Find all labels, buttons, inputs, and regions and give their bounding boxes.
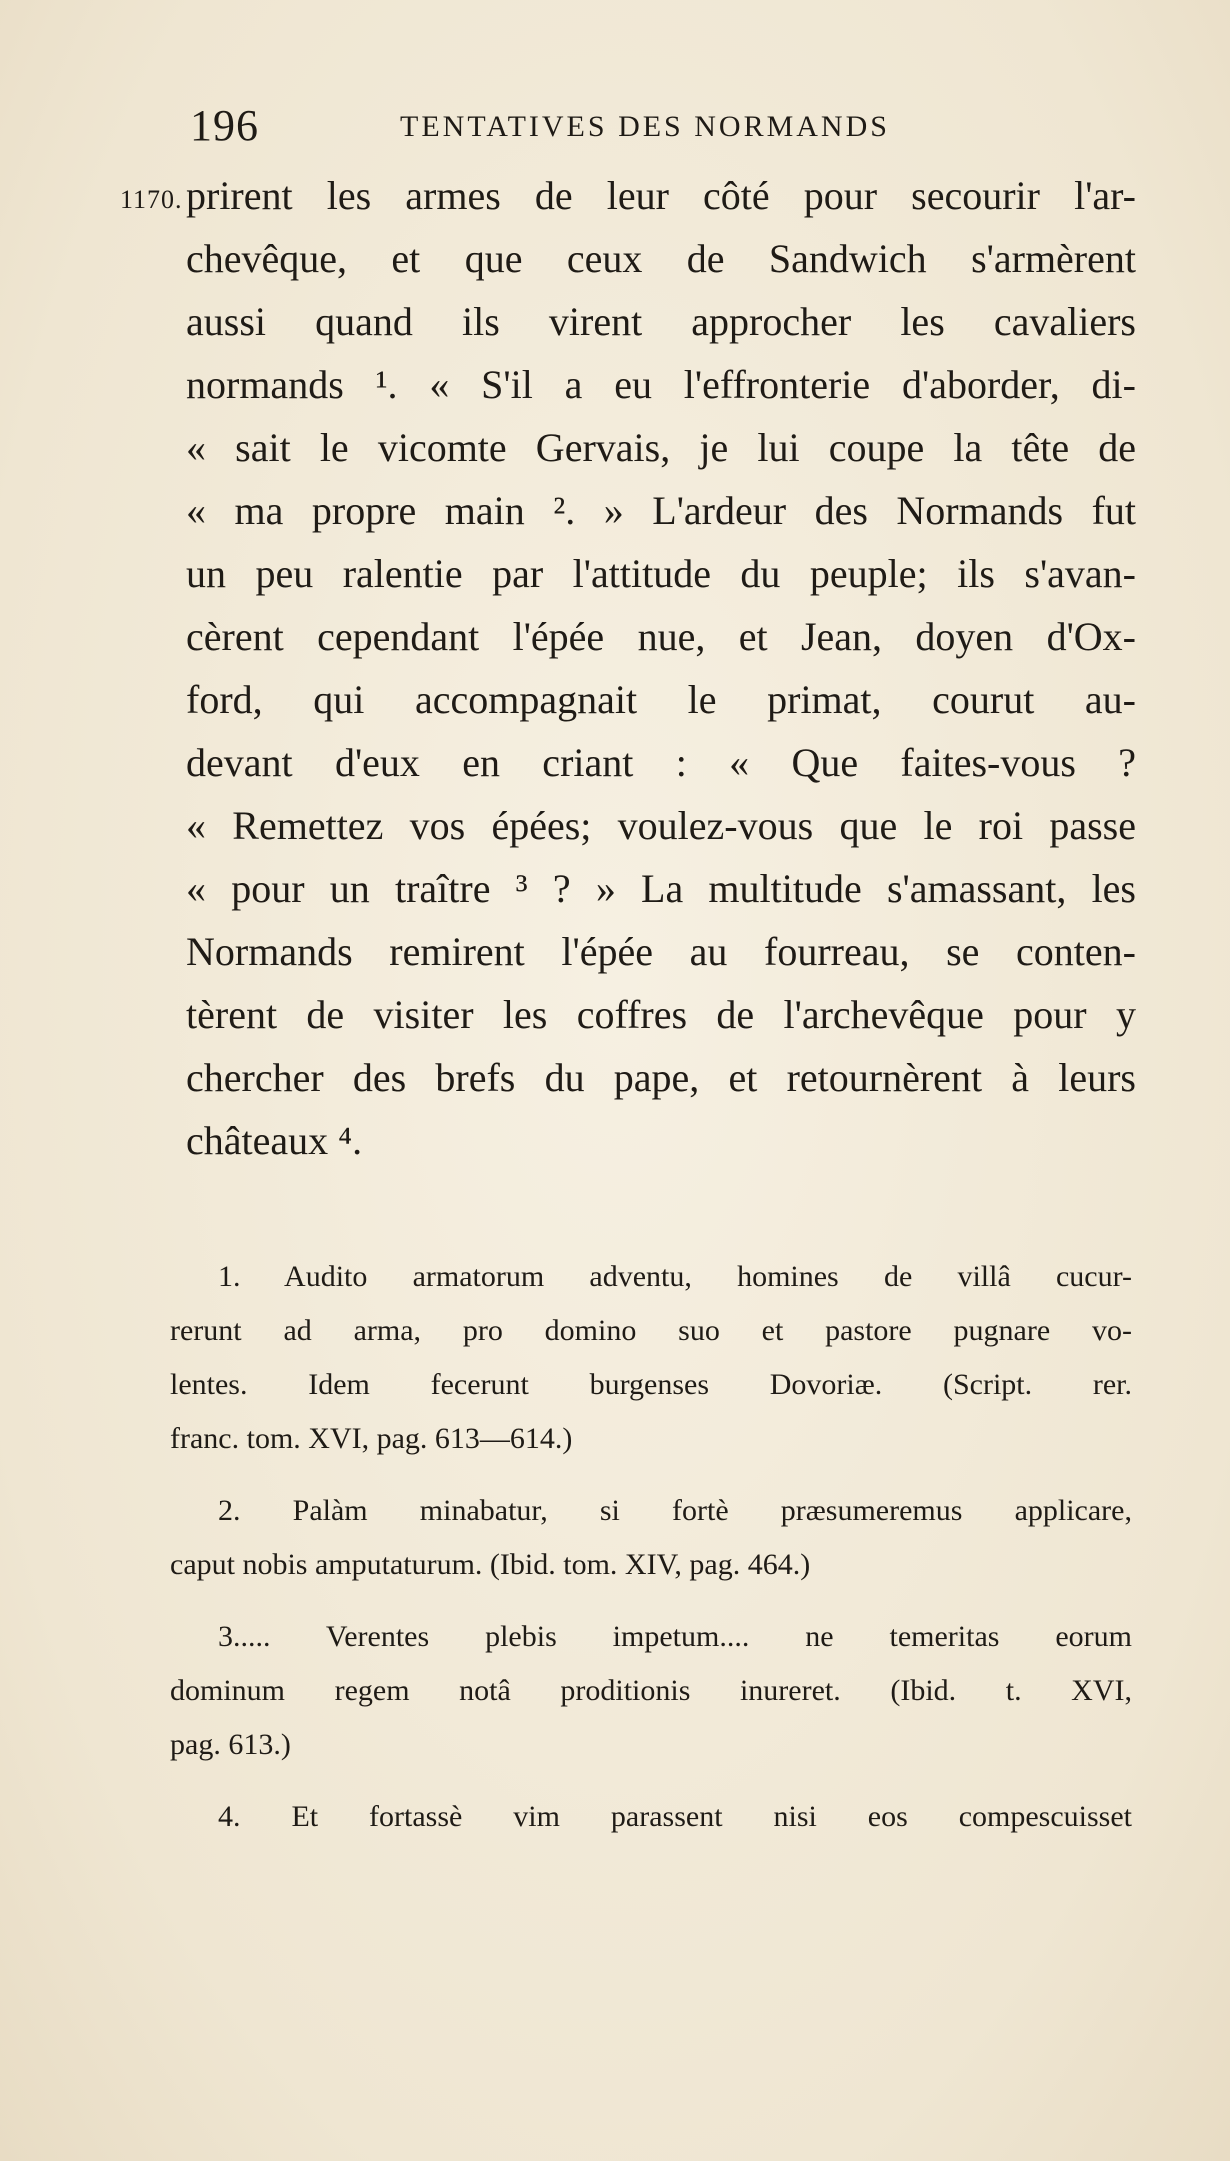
text-line: normands ¹. « S'il a eu l'effronterie d'aborder, di- [186, 362, 1136, 407]
footnote-line: 1. Audito armatorum adventu, homines de villâ cucur- [218, 1260, 1132, 1293]
footnote-line: franc. tom. XVI, pag. 613—614.) [170, 1422, 573, 1455]
footnote-4 [170, 1790, 1132, 1844]
footnote-line: 4. Et fortassè vim parassent nisi eos compescuisset [218, 1800, 1132, 1833]
footnote-3 [170, 1610, 1132, 1772]
footnote-line: caput nobis amputaturum. (Ibid. tom. XIV, pag. 464.) [170, 1548, 811, 1581]
text-line: châteaux ⁴. [186, 1118, 363, 1163]
footnote-1 [170, 1250, 1132, 1466]
margin-date-note: 1170. [120, 185, 183, 214]
footnote-2 [170, 1484, 1132, 1592]
text-line: un peu ralentie par l'attitude du peuple; ils s'avan- [186, 551, 1136, 596]
footnote-line: 3..... Verentes plebis impetum.... ne temeritas eorum [218, 1620, 1132, 1653]
text-line: « ma propre main ². » L'ardeur des Normands fut [186, 488, 1136, 533]
text-line: chevêque, et que ceux de Sandwich s'armèrent [186, 236, 1136, 281]
text-line: cèrent cependant l'épée nue, et Jean, doyen d'Ox- [186, 614, 1136, 659]
footnotes [170, 1250, 1132, 1862]
text-line: tèrent de visiter les coffres de l'archevêque pour y [186, 992, 1136, 1037]
main-text [186, 164, 1136, 1172]
text-line: Normands remirent l'épée au fourreau, se conten- [186, 929, 1136, 974]
text-line: « sait le vicomte Gervais, je lui coupe la tête de [186, 425, 1136, 470]
page-number: 196 [190, 101, 259, 150]
footnote-line: lentes. Idem fecerunt burgenses Dovoriæ. (Script. rer. [170, 1368, 1132, 1401]
page-header [190, 100, 950, 150]
text-line: chercher des brefs du pape, et retournèrent à leurs [186, 1055, 1136, 1100]
text-line: « Remettez vos épées; voulez-vous que le roi passe [186, 803, 1136, 848]
text-line: devant d'eux en criant : « Que faites-vous ? [186, 740, 1136, 785]
running-title: TENTATIVES DES NORMANDS [400, 110, 890, 143]
text-line: « pour un traître ³ ? » La multitude s'amassant, les [186, 866, 1136, 911]
text-line: aussi quand ils virent approcher les cavaliers [186, 299, 1136, 344]
footnote-line: 2. Palàm minabatur, si fortè præsumeremus applicare, [218, 1494, 1132, 1527]
footnote-line: rerunt ad arma, pro domino suo et pastore pugnare vo- [170, 1314, 1132, 1347]
text-line: ford, qui accompagnait le primat, courut au- [186, 677, 1136, 722]
text-line: prirent les armes de leur côté pour secourir l'ar- [186, 173, 1136, 218]
footnote-line: pag. 613.) [170, 1728, 291, 1761]
footnote-line: dominum regem notâ proditionis inureret. (Ibid. t. XVI, [170, 1674, 1132, 1707]
